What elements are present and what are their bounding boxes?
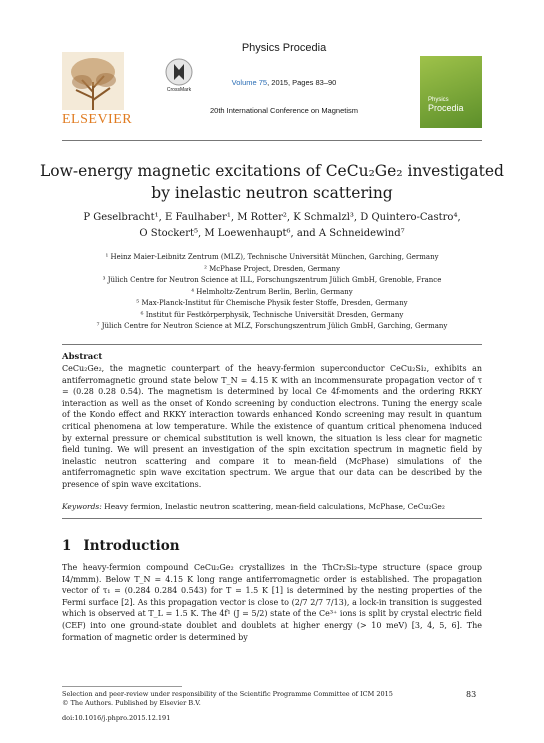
journal-name: Physics Procedia: [241, 42, 327, 54]
crossmark-label: CrossMark: [166, 87, 192, 93]
volume-link[interactable]: Volume 75: [231, 78, 268, 87]
authors-line-1: P Geselbracht¹, E Faulhaber¹, M Rotter², K Schmalzl³, D Quintero-Castro⁴,: [83, 212, 461, 223]
cover-line2: Procedia: [428, 103, 464, 113]
abstract-text: CeCu₂Ge₂, the magnetic counterpart of the heavy-fermion superconductor CeCu₂Si₂, exhibits an antiferromagnetic ground state below T_N = 4.15 K with an incommensurate propagation vector of τ = (0.28 0.28 0.54). The magnetism is determined by local Ce 4f-moments and the ordering RKKY interaction as well as the onset of Kondo screening by conduction electrons. Tuning the energy scale of the Kondo effect and RKKY interaction towards enhanced Kondo screening may result in quantum critical phenomena at low temperature. While the existence of quantum critical phenomena induced by external pressure or chemical substitution is well known, the situation is less clear for magnetic field tuning. We will present an investigation of the spin excitation spectrum in magnetic field by inelastic neutron scattering and compare it to mean-field (McPhase) simulations of the antiferromagnetic spin wave excitation spectrum. We argue that our data can be described by the presence of spin wave excitations.: [62, 364, 482, 489]
authors-line-2: O Stockert⁵, M Loewenhaupt⁶, and A Schneidewind⁷: [139, 228, 405, 239]
footnote: [62, 690, 442, 707]
footnote-divider: [62, 686, 182, 687]
journal-cover-text: [428, 96, 464, 114]
title-line-2: by inelastic neutron scattering: [151, 184, 393, 202]
page-number: 83: [466, 690, 477, 699]
section-heading: [62, 538, 180, 554]
title-line-1: Low-energy magnetic excitations of CeCu₂Ge₂ investigated: [40, 162, 504, 180]
affiliation: ⁴ Helmholtz-Zentrum Berlin, Berlin, Germany: [191, 287, 353, 296]
section-number: 1: [62, 538, 72, 554]
volume-pages: , 2015, Pages 83–90: [267, 78, 337, 87]
abstract-top-divider: [62, 344, 482, 345]
affiliation: ⁵ Max-Planck-Institut für Chemische Physik fester Stoffe, Dresden, Germany: [136, 299, 408, 307]
doi[interactable]: doi:10.1016/j.phpro.2015.12.191: [62, 714, 171, 722]
footnote-line-2: © The Authors. Published by Elsevier B.V.: [62, 698, 201, 707]
affiliation: ⁶ Institut für Festkörperphysik, Technische Universität Dresden, Germany: [140, 310, 404, 319]
conference-name: 20th International Conference on Magnetism: [209, 106, 358, 115]
publisher-logo-text: ELSEVIER: [62, 112, 133, 127]
journal-cover-image: [420, 56, 482, 128]
crossmark-icon[interactable]: [165, 58, 193, 86]
cover-line1: Physics: [428, 97, 449, 103]
keywords-label: Keywords:: [62, 502, 102, 511]
author-list: [40, 210, 504, 242]
affiliation: ¹ Heinz Maier-Leibnitz Zentrum (MLZ), Technische Universität München, Garching, Germany: [105, 253, 439, 261]
paper-title: [40, 160, 504, 204]
footnote-line-1: Selection and peer-review under responsibility of the Scientific Programme Committee of ICM 2015: [62, 690, 393, 698]
affiliation: ² McPhase Project, Dresden, Germany: [204, 264, 340, 273]
introduction-text: The heavy-fermion compound CeCu₂Ge₂ crystallizes in the ThCr₂Si₂-type structure (space group I4/mmm). Below T_N = 4.15 K long range antiferromagnetic order is established. The propagation vector of τ₁ = (0.284 0.284 0.543) for T = 1.5 K [1] is determined by the nesting properties of the Fermi surface [2]. As this propagation vector is close to (2/7 2/7 7/13), a lock-in transition is suggested which is observed at T_L = 1.5 K. The 4f¹ (J = 5/2) state of the Ce³⁺ ions is split by crystal electric field (CEF) into one ground-state doublet and doublets at higher energy (> 10 meV) [3, 4, 5, 6]. The formation of magnetic order is determined by: [62, 563, 482, 642]
affiliations: [40, 252, 504, 333]
keywords-list: Heavy fermion, Inelastic neutron scattering, mean-field calculations, McPhase, CeCu₂Ge₂: [101, 502, 445, 511]
keywords: [62, 502, 482, 511]
abstract-heading: Abstract: [62, 352, 103, 362]
affiliation: ³ Jülich Centre for Neutron Science at ILL, Forschungszentrum Jülich GmbH, Grenoble, France: [102, 276, 442, 284]
abstract-bottom-divider: [62, 518, 482, 519]
volume-info: [200, 78, 368, 87]
header-divider: [62, 140, 482, 141]
section-title: Introduction: [83, 538, 180, 554]
affiliation: ⁷ Jülich Centre for Neutron Science at MLZ, Forschungszentrum Jülich GmbH, Garching, Germany: [96, 322, 448, 330]
